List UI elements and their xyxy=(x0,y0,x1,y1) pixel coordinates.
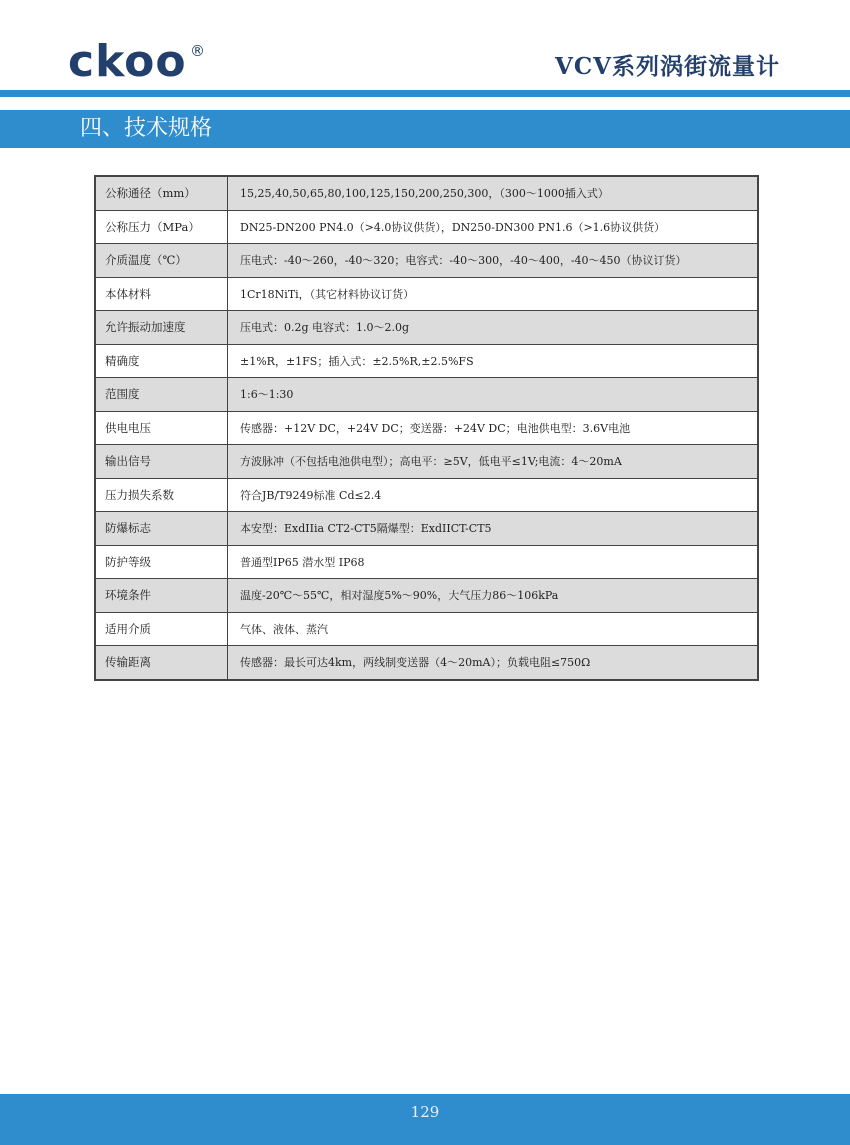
section-title: 四、技术规格 xyxy=(80,116,213,141)
spec-label: 介质温度（℃） xyxy=(95,244,228,278)
registered-mark: ® xyxy=(190,42,205,60)
spec-label: 防护等级 xyxy=(95,545,228,579)
spec-value: ±1%R，±1FS；插入式：±2.5%R,±2.5%FS xyxy=(228,344,759,378)
spec-row xyxy=(95,512,758,546)
spec-value: DN25-DN200 PN4.0（>4.0协议供货），DN250-DN300 PN1.6（>1.6协议供货） xyxy=(228,210,759,244)
spec-value: 本安型：ExdIIia CT2-CT5隔爆型：ExdIICT-CT5 xyxy=(228,512,759,546)
spec-label: 适用介质 xyxy=(95,612,228,646)
spec-label: 公称通径（mm） xyxy=(95,176,228,210)
spec-value: 压电式：0.2g 电容式：1.0～2.0g xyxy=(228,311,759,345)
spec-row xyxy=(95,445,758,479)
spec-value: 传感器：最长可达4km，两线制变送器（4～20mA）；负载电阻≤750Ω xyxy=(228,646,759,680)
spec-value: 1Cr18NiTi，（其它材料协议订货） xyxy=(228,277,759,311)
spec-value: 温度-20℃～55℃，相对湿度5%～90%，大气压力86～106kPa xyxy=(228,579,759,613)
spec-value: 普通型IP65 潜水型 IP68 xyxy=(228,545,759,579)
document-title: VCV系列涡街流量计 xyxy=(555,53,780,80)
spec-value: 气体、液体、蒸汽 xyxy=(228,612,759,646)
spec-row xyxy=(95,478,758,512)
brand-logo: ckoo xyxy=(68,36,187,87)
spec-table xyxy=(94,175,759,681)
spec-value: 15,25,40,50,65,80,100,125,150,200,250,300，（300～1000插入式） xyxy=(228,176,759,210)
header-divider xyxy=(0,90,850,97)
spec-label: 环境条件 xyxy=(95,579,228,613)
spec-label: 本体材料 xyxy=(95,277,228,311)
spec-row xyxy=(95,176,758,210)
spec-label: 供电电压 xyxy=(95,411,228,445)
spec-row xyxy=(95,612,758,646)
spec-value: 方波脉冲（不包括电池供电型）；高电平：≥5V，低电平≤1V;电流：4～20mA xyxy=(228,445,759,479)
spec-label: 输出信号 xyxy=(95,445,228,479)
spec-row xyxy=(95,579,758,613)
spec-row xyxy=(95,545,758,579)
spec-label: 范围度 xyxy=(95,378,228,412)
spec-value: 符合JB/T9249标准 Cd≤2.4 xyxy=(228,478,759,512)
spec-value: 1:6～1:30 xyxy=(228,378,759,412)
spec-label: 公称压力（MPa） xyxy=(95,210,228,244)
spec-label: 传输距离 xyxy=(95,646,228,680)
spec-row xyxy=(95,378,758,412)
spec-row xyxy=(95,277,758,311)
spec-row xyxy=(95,311,758,345)
spec-value: 压电式：-40～260，-40～320；电容式：-40～300，-40～400，-40～450（协议订货） xyxy=(228,244,759,278)
spec-row xyxy=(95,210,758,244)
spec-label: 防爆标志 xyxy=(95,512,228,546)
page-number: 129 xyxy=(410,1103,440,1121)
spec-row xyxy=(95,646,758,680)
spec-row xyxy=(95,244,758,278)
spec-row xyxy=(95,344,758,378)
spec-label: 允许振动加速度 xyxy=(95,311,228,345)
spec-label: 精确度 xyxy=(95,344,228,378)
spec-value: 传感器：+12V DC，+24V DC；变送器：+24V DC；电池供电型：3.6V电池 xyxy=(228,411,759,445)
spec-row xyxy=(95,411,758,445)
spec-label: 压力损失系数 xyxy=(95,478,228,512)
